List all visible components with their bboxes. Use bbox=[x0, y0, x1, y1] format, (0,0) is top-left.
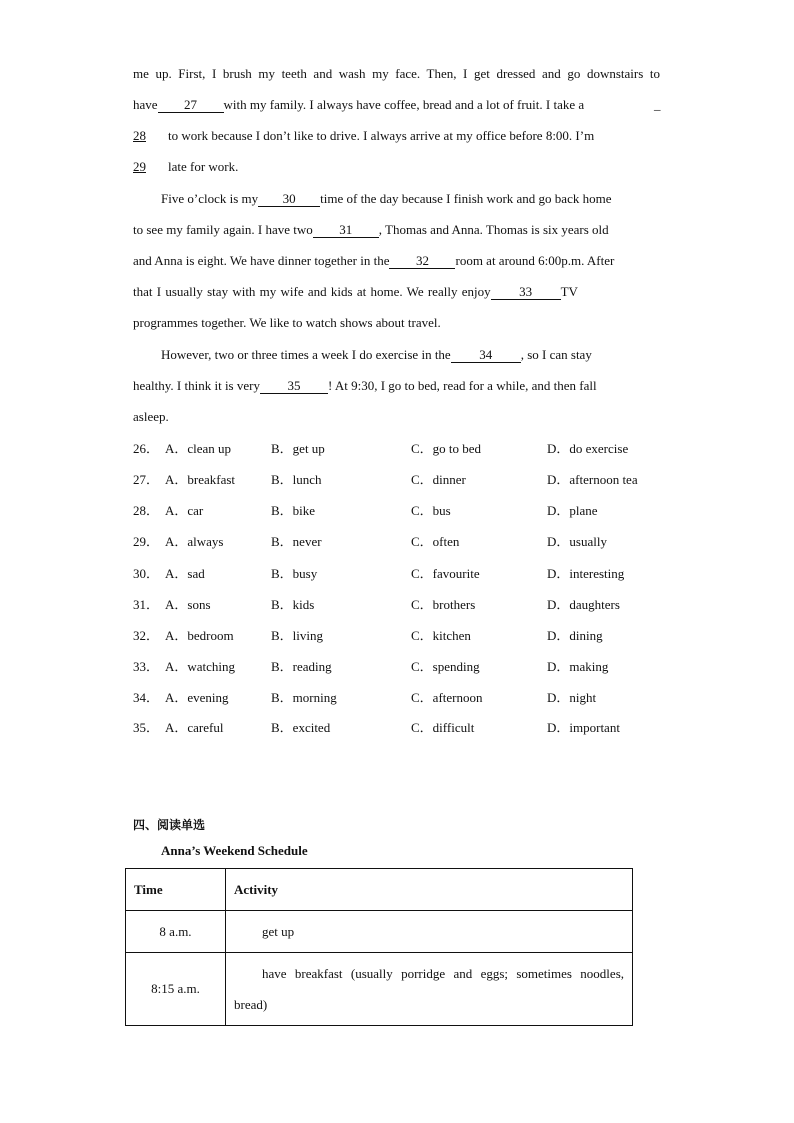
text-run: Five o’clock is my bbox=[161, 191, 259, 206]
option-a[interactable]: A．bedroom bbox=[165, 628, 234, 643]
option-a[interactable]: A．clean up bbox=[165, 441, 232, 456]
option-b[interactable]: B．living bbox=[271, 628, 324, 643]
passage-line bbox=[133, 221, 609, 239]
option-d[interactable]: D．important bbox=[547, 720, 620, 735]
passage-line: asleep. bbox=[133, 409, 169, 424]
option-a[interactable]: A．evening bbox=[165, 690, 229, 705]
question-number: 30． bbox=[133, 566, 160, 581]
cell-time: 8 a.m. bbox=[126, 911, 226, 953]
cell-activity bbox=[226, 953, 633, 1026]
option-d[interactable]: D．afternoon tea bbox=[547, 472, 638, 487]
text-run: with my family. I always have coffee, bread and a lot of fruit. I take a bbox=[223, 97, 585, 112]
option-b[interactable]: B．reading bbox=[271, 659, 332, 674]
option-b[interactable]: B．excited bbox=[271, 720, 331, 735]
cell-time: 8:15 a.m. bbox=[126, 953, 226, 1026]
option-a[interactable]: A．sad bbox=[165, 566, 205, 581]
text-run: However, two or three times a week I do exercise in the bbox=[161, 347, 451, 362]
text-run: healthy. I think it is very bbox=[133, 378, 260, 393]
blank-29: 29 bbox=[133, 159, 146, 174]
passage-line: programmes together. We like to watch shows about travel. bbox=[133, 315, 441, 330]
question-row bbox=[133, 471, 693, 489]
question-row bbox=[133, 719, 693, 737]
option-d[interactable]: D．interesting bbox=[547, 566, 625, 581]
question-row bbox=[133, 596, 693, 614]
option-c[interactable]: C．bus bbox=[411, 503, 451, 518]
text-run: room at around 6:00p.m. After bbox=[455, 253, 615, 268]
option-d[interactable]: D．night bbox=[547, 690, 597, 705]
question-number: 27． bbox=[133, 472, 160, 487]
activity-text: have breakfast (usually porridge and eggs; sometimes noodles, bread) bbox=[234, 966, 624, 1012]
cell-activity bbox=[226, 911, 633, 953]
option-d[interactable]: D．do exercise bbox=[547, 441, 629, 456]
passage-line bbox=[133, 252, 614, 270]
option-b[interactable]: B．busy bbox=[271, 566, 318, 581]
question-number: 29． bbox=[133, 534, 160, 549]
option-a[interactable]: A．sons bbox=[165, 597, 211, 612]
schedule-title: Anna’s Weekend Schedule bbox=[161, 843, 308, 858]
header-time: Time bbox=[126, 869, 226, 911]
option-c[interactable]: C．often bbox=[411, 534, 460, 549]
blank-30: 30 bbox=[258, 192, 320, 207]
text-run: ! At 9:30, I go to bed, read for a while, and then fall bbox=[327, 378, 597, 393]
passage-line bbox=[133, 96, 660, 114]
option-c[interactable]: C．brothers bbox=[411, 597, 476, 612]
question-number: 32． bbox=[133, 628, 160, 643]
question-number: 28． bbox=[133, 503, 160, 518]
passage-line bbox=[161, 190, 611, 208]
text-run: to work because I don’t like to drive. I always arrive at my office before 8:00. I’m bbox=[168, 128, 595, 143]
text-run: _ bbox=[654, 97, 661, 112]
option-c[interactable]: C．dinner bbox=[411, 472, 466, 487]
option-b[interactable]: B．bike bbox=[271, 503, 316, 518]
blank-28: 28 bbox=[133, 128, 146, 143]
text-run: TV bbox=[560, 284, 578, 299]
option-a[interactable]: A．car bbox=[165, 503, 204, 518]
passage-line bbox=[133, 283, 660, 301]
option-b[interactable]: B．get up bbox=[271, 441, 325, 456]
option-c[interactable]: C．afternoon bbox=[411, 690, 483, 705]
section-heading: 四、阅读单选 bbox=[133, 818, 206, 832]
text-run: late for work. bbox=[168, 159, 239, 174]
text-run: and Anna is eight. We have dinner together in the bbox=[133, 253, 390, 268]
option-d[interactable]: D．daughters bbox=[547, 597, 620, 612]
question-row bbox=[133, 533, 693, 551]
option-c[interactable]: C．spending bbox=[411, 659, 480, 674]
option-d[interactable]: D．usually bbox=[547, 534, 607, 549]
question-number: 35． bbox=[133, 720, 160, 735]
question-row bbox=[133, 627, 693, 645]
blank-35: 35 bbox=[260, 379, 328, 394]
blank-27: 27 bbox=[158, 98, 224, 113]
text-run: have bbox=[133, 97, 158, 112]
text-run: to see my family again. I have two bbox=[133, 222, 313, 237]
question-number: 26． bbox=[133, 441, 160, 456]
passage-line: me up. First, I brush my teeth and wash my face. Then, I get dressed and go downstairs to bbox=[133, 66, 660, 81]
question-row bbox=[133, 565, 693, 583]
option-d[interactable]: D．plane bbox=[547, 503, 598, 518]
table-header-row bbox=[126, 869, 633, 911]
table-row bbox=[126, 953, 633, 1026]
option-b[interactable]: B．kids bbox=[271, 597, 315, 612]
option-a[interactable]: A．watching bbox=[165, 659, 236, 674]
option-a[interactable]: A．careful bbox=[165, 720, 224, 735]
passage-line bbox=[133, 377, 597, 395]
passage-line bbox=[133, 127, 594, 145]
blank-32: 32 bbox=[389, 254, 455, 269]
header-activity: Activity bbox=[226, 869, 633, 911]
question-number: 31． bbox=[133, 597, 160, 612]
blank-31: 31 bbox=[313, 223, 379, 238]
option-c[interactable]: C．difficult bbox=[411, 720, 475, 735]
option-a[interactable]: A．always bbox=[165, 534, 224, 549]
option-b[interactable]: B．lunch bbox=[271, 472, 322, 487]
option-c[interactable]: C．kitchen bbox=[411, 628, 471, 643]
blank-34: 34 bbox=[451, 348, 521, 363]
text-run: , Thomas and Anna. Thomas is six years old bbox=[378, 222, 609, 237]
question-row bbox=[133, 502, 693, 520]
schedule-table bbox=[125, 868, 633, 1026]
option-b[interactable]: B．morning bbox=[271, 690, 337, 705]
activity-text: get up bbox=[262, 923, 295, 939]
question-row bbox=[133, 658, 693, 676]
table-row bbox=[126, 911, 633, 953]
passage-line bbox=[161, 346, 592, 364]
option-c[interactable]: C．favourite bbox=[411, 566, 480, 581]
text-run: time of the day because I finish work and go back home bbox=[320, 191, 612, 206]
option-b[interactable]: B．never bbox=[271, 534, 322, 549]
text-run: , so I can stay bbox=[520, 347, 592, 362]
option-d[interactable]: D．making bbox=[547, 659, 609, 674]
option-a[interactable]: A．breakfast bbox=[165, 472, 236, 487]
passage-line bbox=[133, 158, 238, 176]
question-row bbox=[133, 689, 693, 707]
question-number: 33． bbox=[133, 659, 160, 674]
option-d[interactable]: D．dining bbox=[547, 628, 603, 643]
blank-33: 33 bbox=[491, 285, 561, 300]
question-number: 34． bbox=[133, 690, 160, 705]
text-run: that I usually stay with my wife and kids at home. We really enjoy bbox=[133, 284, 491, 299]
option-c[interactable]: C．go to bed bbox=[411, 441, 482, 456]
question-row bbox=[133, 440, 693, 458]
